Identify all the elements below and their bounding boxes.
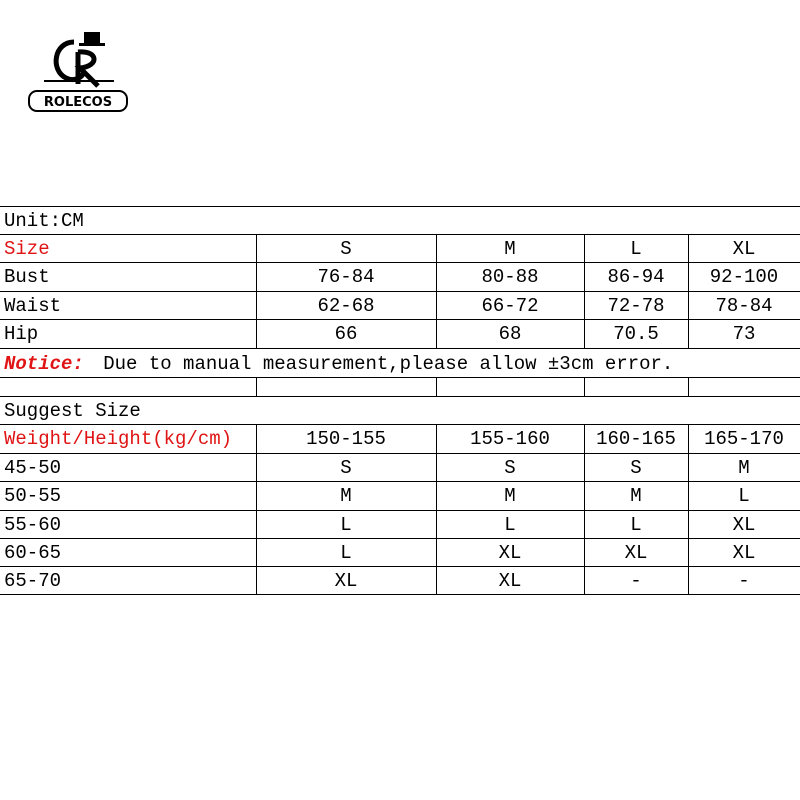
- table-cell: -: [738, 570, 750, 592]
- grid-line: [0, 206, 800, 207]
- size-header-label: Size: [4, 238, 50, 260]
- grid-line: [584, 377, 585, 396]
- table-cell: 76-84: [317, 266, 375, 288]
- unit-label: Unit:CM: [4, 210, 84, 232]
- table-cell: 66-72: [481, 295, 539, 317]
- table-cell: M: [630, 485, 642, 507]
- table-cell: M: [340, 485, 352, 507]
- grid-line: [688, 377, 689, 396]
- table-cell: 72-78: [607, 295, 665, 317]
- height-column: 165-170: [704, 428, 784, 450]
- table-cell: L: [340, 542, 352, 564]
- table-cell: 92-100: [709, 266, 779, 288]
- table-cell: 70.5: [613, 323, 659, 345]
- height-column: 160-165: [596, 428, 676, 450]
- table-cell: 62-68: [317, 295, 375, 317]
- table-cell: 73: [732, 323, 756, 345]
- grid-line: [436, 377, 437, 396]
- size-column-m: M: [504, 238, 516, 260]
- suggest-size-title: Suggest Size: [4, 400, 141, 422]
- table-cell: M: [738, 457, 750, 479]
- table-cell: XL: [624, 542, 648, 564]
- size-column-l: L: [630, 238, 642, 260]
- weight-row-label: 60-65: [4, 542, 62, 564]
- weight-row-label: 55-60: [4, 514, 62, 536]
- row-label-waist: Waist: [4, 295, 62, 317]
- table-cell: L: [738, 485, 750, 507]
- grid-line: [0, 348, 800, 349]
- weight-height-header: Weight/Height(kg/cm): [4, 428, 233, 450]
- table-cell: 80-88: [481, 266, 539, 288]
- table-cell: S: [630, 457, 642, 479]
- table-cell: S: [504, 457, 516, 479]
- table-cell: L: [630, 514, 642, 536]
- table-cell: S: [340, 457, 352, 479]
- notice-label: Notice:: [4, 353, 84, 375]
- size-column-s: S: [340, 238, 352, 260]
- size-column-xl: XL: [732, 238, 756, 260]
- weight-row-label: 65-70: [4, 570, 62, 592]
- notice-row: [4, 350, 673, 378]
- row-label-hip: Hip: [4, 323, 39, 345]
- table-cell: 86-94: [607, 266, 665, 288]
- table-cell: 68: [498, 323, 522, 345]
- weight-row-label: 45-50: [4, 457, 62, 479]
- height-column: 150-155: [306, 428, 386, 450]
- table-cell: M: [504, 485, 516, 507]
- table-cell: L: [504, 514, 516, 536]
- row-label-bust: Bust: [4, 266, 50, 288]
- table-cell: 66: [334, 323, 358, 345]
- svg-text:ROLECOS: ROLECOS: [43, 95, 113, 110]
- table-cell: XL: [334, 570, 358, 592]
- table-cell: XL: [732, 514, 756, 536]
- height-column: 155-160: [470, 428, 550, 450]
- table-cell: XL: [498, 570, 522, 592]
- weight-row-label: 50-55: [4, 485, 62, 507]
- table-cell: -: [630, 570, 642, 592]
- table-cell: XL: [732, 542, 756, 564]
- table-cell: 78-84: [715, 295, 773, 317]
- table-cell: XL: [498, 542, 522, 564]
- grid-line: [256, 377, 257, 396]
- table-cell: L: [340, 514, 352, 536]
- notice-text: Due to manual measurement,please allow ±3cm error.: [103, 353, 674, 375]
